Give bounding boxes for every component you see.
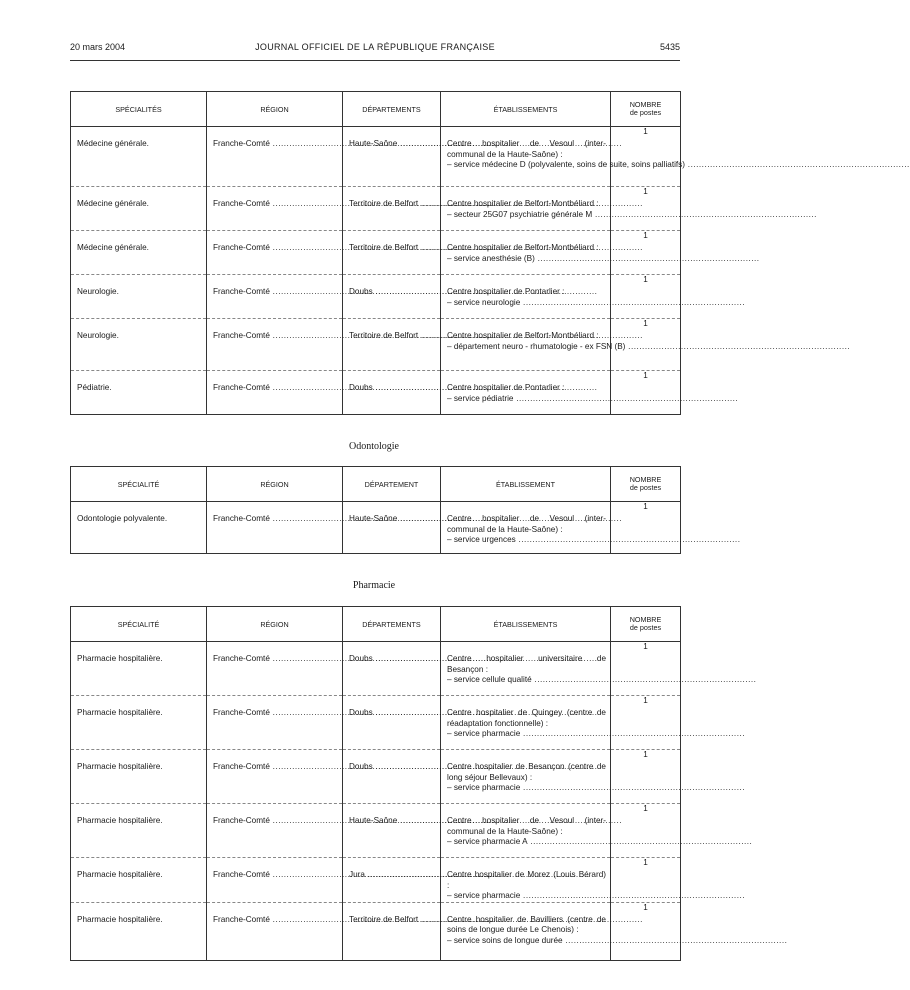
cell-departement — [343, 371, 441, 415]
cell-region-text: Franche-Comté ..... — [213, 816, 495, 825]
cell-etablissement — [441, 502, 611, 554]
col-header-nombre-line1: NOMBRE — [629, 475, 662, 484]
etablissement-service: – service soins de longue durée ..... — [447, 936, 787, 945]
cell-departement-text: Territoire de Belfort ..... — [349, 915, 643, 924]
cell-departement-text: Territoire de Belfort ..... — [349, 199, 643, 208]
table-row — [71, 804, 681, 858]
cell-region — [207, 804, 343, 858]
cell-departement — [343, 127, 441, 187]
header-rule — [70, 60, 680, 61]
table-header-row — [71, 467, 681, 502]
cell-departement — [343, 642, 441, 696]
cell-etablissement — [441, 371, 611, 415]
etablissement-name: Centre hospitalier de Pontarlier : — [447, 383, 565, 392]
cell-nombre — [611, 696, 681, 750]
etablissement-name: Centre hospitalier de Vesoul (inter-communal de la Haute-Saône) : — [447, 139, 606, 159]
table-row — [71, 371, 681, 415]
col-header-etablissement: ÉTABLISSEMENTS — [441, 92, 611, 127]
table-specialites — [70, 91, 686, 415]
etablissement-name: Centre hospitalier de Quingey (centre de réadaptation fonctionnelle) : — [447, 708, 606, 728]
cell-region-text: Franche-Comté ..... — [213, 708, 495, 717]
page-header — [70, 42, 680, 56]
cell-departement-text: Haute-Saône ..... — [349, 139, 622, 148]
col-header-nombre-line1: NOMBRE — [629, 100, 662, 109]
cell-nombre — [611, 502, 681, 554]
nombre-postes-value: 1 — [643, 502, 648, 511]
cell-nombre — [611, 275, 681, 319]
section-title-odontologie: Odontologie — [349, 441, 399, 452]
col-header-etablissement: ÉTABLISSEMENT — [441, 467, 611, 502]
cell-departement — [343, 187, 441, 231]
col-header-nombre — [611, 92, 681, 127]
cell-nombre — [611, 231, 681, 275]
nombre-postes-value: 1 — [643, 642, 648, 651]
nombre-postes-value: 1 — [643, 696, 648, 705]
cell-nombre — [611, 371, 681, 415]
col-header-region: RÉGION — [207, 92, 343, 127]
cell-specialite-text: Pharmacie hospitalière. — [77, 762, 163, 771]
table-row — [71, 275, 681, 319]
cell-region — [207, 902, 343, 960]
table-row — [71, 696, 681, 750]
cell-region-text: Franche-Comté ..... — [213, 514, 495, 523]
cell-departement — [343, 696, 441, 750]
cell-region — [207, 371, 343, 415]
cell-specialite-text: Pharmacie hospitalière. — [77, 654, 163, 663]
nombre-postes-value: 1 — [643, 750, 648, 759]
cell-specialite — [71, 231, 207, 275]
col-header-nombre — [611, 467, 681, 502]
cell-region-text: Franche-Comté ..... — [213, 199, 495, 208]
cell-specialite-text: Médecine générale. — [77, 139, 149, 148]
cell-region — [207, 696, 343, 750]
cell-departement-text: Haute-Saône ..... — [349, 514, 622, 523]
cell-etablissement — [441, 902, 611, 960]
cell-etablissement — [441, 127, 686, 187]
etablissement-service: – service anesthésie (B) ..... — [447, 254, 760, 263]
table-row — [71, 858, 681, 903]
etablissement-service: – service cellule qualité ..... — [447, 675, 756, 684]
cell-specialite-text: Odontologie polyvalente. — [77, 514, 168, 523]
etablissement-service: – service pharmacie A ..... — [447, 837, 752, 846]
cell-region — [207, 187, 343, 231]
etablissement-name: Centre hospitalier de Belfort-Montbéliard : — [447, 331, 599, 340]
cell-etablissement — [441, 858, 611, 903]
table-row — [71, 231, 681, 275]
col-header-departement: DÉPARTEMENT — [343, 467, 441, 502]
cell-specialite — [71, 502, 207, 554]
etablissement-name: Centre hospitalier de Bavilliers (centre de soins de longue durée Le Chenois) : — [447, 914, 606, 934]
table-header-row — [71, 92, 681, 127]
col-header-nombre — [611, 607, 681, 642]
nombre-postes-value: 1 — [643, 319, 648, 328]
header-date: 20 mars 2004 — [70, 42, 126, 52]
cell-region-text: Franche-Comté ..... — [213, 762, 495, 771]
cell-nombre — [611, 804, 681, 858]
cell-etablissement — [441, 319, 626, 371]
cell-departement-text: Doubs ..... — [349, 762, 597, 771]
etablissement-service: – service neurologie ..... — [447, 298, 745, 307]
cell-specialite-text: Pharmacie hospitalière. — [77, 708, 163, 717]
section-title-pharmacie: Pharmacie — [352, 580, 396, 591]
col-header-specialite: SPÉCIALITÉ — [71, 607, 207, 642]
etablissement-service: – service pharmacie ..... — [447, 729, 745, 738]
col-header-specialite: SPÉCIALITÉS — [71, 92, 207, 127]
cell-nombre — [611, 127, 681, 187]
cell-specialite-text: Pharmacie hospitalière. — [77, 914, 163, 924]
cell-departement — [343, 902, 441, 960]
cell-region-text: Franche-Comté ..... — [213, 654, 495, 663]
cell-departement — [343, 502, 441, 554]
etablissement-name: Centre hospitalier de Morez (Louis Bérard) : — [447, 870, 606, 890]
col-header-region: RÉGION — [207, 607, 343, 642]
cell-departement-text: Jura ..... — [349, 870, 590, 879]
cell-region-text: Franche-Comté ..... — [213, 139, 495, 148]
cell-region-text: Franche-Comté ..... — [213, 287, 495, 296]
cell-specialite — [71, 319, 207, 371]
nombre-postes-value: 1 — [643, 127, 648, 136]
table-row — [71, 642, 681, 696]
cell-departement — [343, 804, 441, 858]
cell-etablissement — [441, 804, 611, 858]
cell-specialite — [71, 127, 207, 187]
table-row — [71, 187, 681, 231]
table-header-row — [71, 607, 681, 642]
cell-departement — [343, 319, 441, 371]
nombre-postes-value: 1 — [643, 275, 648, 284]
cell-specialite — [71, 804, 207, 858]
cell-specialite-text: Médecine générale. — [77, 243, 149, 252]
col-header-nombre-line1: NOMBRE — [629, 615, 662, 624]
cell-region — [207, 275, 343, 319]
nombre-postes-value: 1 — [643, 902, 648, 912]
cell-departement-text: Territoire de Belfort ..... — [349, 243, 643, 252]
etablissement-service: – secteur 25G07 psychiatrie générale M ..... — [447, 210, 817, 219]
etablissement-name: Centre hospitalier de Belfort-Montbéliard : — [447, 199, 599, 208]
etablissement-name: Centre hospitalier de Belfort-Montbéliard : — [447, 243, 599, 252]
cell-departement-text: Haute-Saône ..... — [349, 816, 622, 825]
cell-etablissement — [441, 231, 611, 275]
cell-specialite-text: Neurologie. — [77, 331, 119, 340]
etablissement-service: – service pharmacie ..... — [447, 891, 745, 900]
cell-specialite-text: Pharmacie hospitalière. — [77, 870, 163, 879]
cell-region — [207, 127, 343, 187]
cell-specialite — [71, 642, 207, 696]
cell-specialite-text: Pédiatrie. — [77, 383, 112, 392]
etablissement-service: – service urgences ..... — [447, 535, 740, 544]
cell-specialite-text: Médecine générale. — [77, 199, 149, 208]
table-row — [71, 319, 681, 371]
header-journal-title: JOURNAL OFFICIEL DE LA RÉPUBLIQUE FRANÇAISE — [255, 42, 495, 52]
cell-region — [207, 642, 343, 696]
cell-departement-text: Doubs ..... — [349, 383, 597, 392]
cell-region — [207, 231, 343, 275]
table-row — [71, 502, 681, 554]
cell-region — [207, 750, 343, 804]
cell-region — [207, 858, 343, 903]
etablissement-name: Centre hospitalier de Besançon (centre de long séjour Bellevaux) : — [447, 762, 606, 782]
etablissement-name: Centre hospitalier universitaire de Besançon : — [447, 654, 606, 674]
cell-specialite-text: Neurologie. — [77, 287, 119, 296]
cell-region-text: Franche-Comté ..... — [213, 915, 495, 924]
cell-etablissement — [441, 642, 611, 696]
col-header-nombre-line2: de postes — [629, 108, 662, 117]
cell-specialite — [71, 902, 207, 960]
nombre-postes-value: 1 — [643, 231, 648, 240]
table-row — [71, 750, 681, 804]
cell-specialite — [71, 371, 207, 415]
col-header-nombre-line2: de postes — [629, 623, 662, 632]
cell-departement — [343, 750, 441, 804]
table-odontologie — [70, 466, 681, 554]
col-header-region: RÉGION — [207, 467, 343, 502]
etablissement-name: Centre hospitalier de Vesoul (inter-communal de la Haute-Saône) : — [447, 816, 606, 836]
cell-etablissement — [441, 187, 611, 231]
cell-departement-text: Doubs ..... — [349, 287, 597, 296]
cell-region — [207, 502, 343, 554]
cell-nombre — [611, 187, 681, 231]
cell-etablissement — [441, 696, 611, 750]
etablissement-name: Centre hospitalier de Vesoul (inter-communal de la Haute-Saône) : — [447, 514, 606, 534]
cell-etablissement — [441, 750, 611, 804]
col-header-departement: DÉPARTEMENTS — [343, 92, 441, 127]
cell-departement — [343, 275, 441, 319]
cell-specialite — [71, 187, 207, 231]
cell-specialite — [71, 275, 207, 319]
etablissement-service: – service pédiatrie ..... — [447, 394, 738, 403]
etablissement-service: – département neuro - rhumatologie - ex FSN (B) ..... — [447, 342, 850, 351]
cell-specialite — [71, 750, 207, 804]
cell-region-text: Franche-Comté ..... — [213, 870, 495, 879]
cell-departement-text: Doubs ..... — [349, 708, 597, 717]
cell-specialite-text: Pharmacie hospitalière. — [77, 816, 163, 825]
col-header-specialite: SPÉCIALITÉ — [71, 467, 207, 502]
nombre-postes-value: 1 — [643, 804, 648, 813]
cell-departement-text: Doubs ..... — [349, 654, 597, 663]
cell-region — [207, 319, 343, 371]
cell-specialite — [71, 696, 207, 750]
header-page-number: 5435 — [659, 42, 680, 52]
cell-departement-text: Territoire de Belfort ..... — [349, 331, 643, 340]
etablissement-service: – service médecine D (polyvalente, soins de suite, soins palliatifs) ..... — [447, 160, 910, 169]
cell-nombre — [611, 642, 681, 696]
cell-etablissement — [441, 275, 611, 319]
etablissement-name: Centre hospitalier de Pontarlier : — [447, 287, 565, 296]
cell-nombre — [611, 902, 681, 960]
cell-region-text: Franche-Comté ..... — [213, 331, 495, 340]
cell-specialite — [71, 858, 207, 903]
cell-departement — [343, 858, 441, 903]
col-header-nombre-line2: de postes — [629, 483, 662, 492]
table-row — [71, 902, 681, 960]
col-header-etablissement: ÉTABLISSEMENTS — [441, 607, 611, 642]
table-pharmacie — [70, 606, 681, 961]
cell-nombre — [611, 750, 681, 804]
col-header-departement: DÉPARTEMENTS — [343, 607, 441, 642]
cell-region-text: Franche-Comté ..... — [213, 243, 495, 252]
nombre-postes-value: 1 — [643, 187, 648, 196]
cell-departement — [343, 231, 441, 275]
table-row — [71, 127, 681, 187]
etablissement-service: – service pharmacie ..... — [447, 783, 745, 792]
cell-region-text: Franche-Comté ..... — [213, 383, 495, 392]
nombre-postes-value: 1 — [643, 858, 648, 867]
nombre-postes-value: 1 — [643, 371, 648, 380]
